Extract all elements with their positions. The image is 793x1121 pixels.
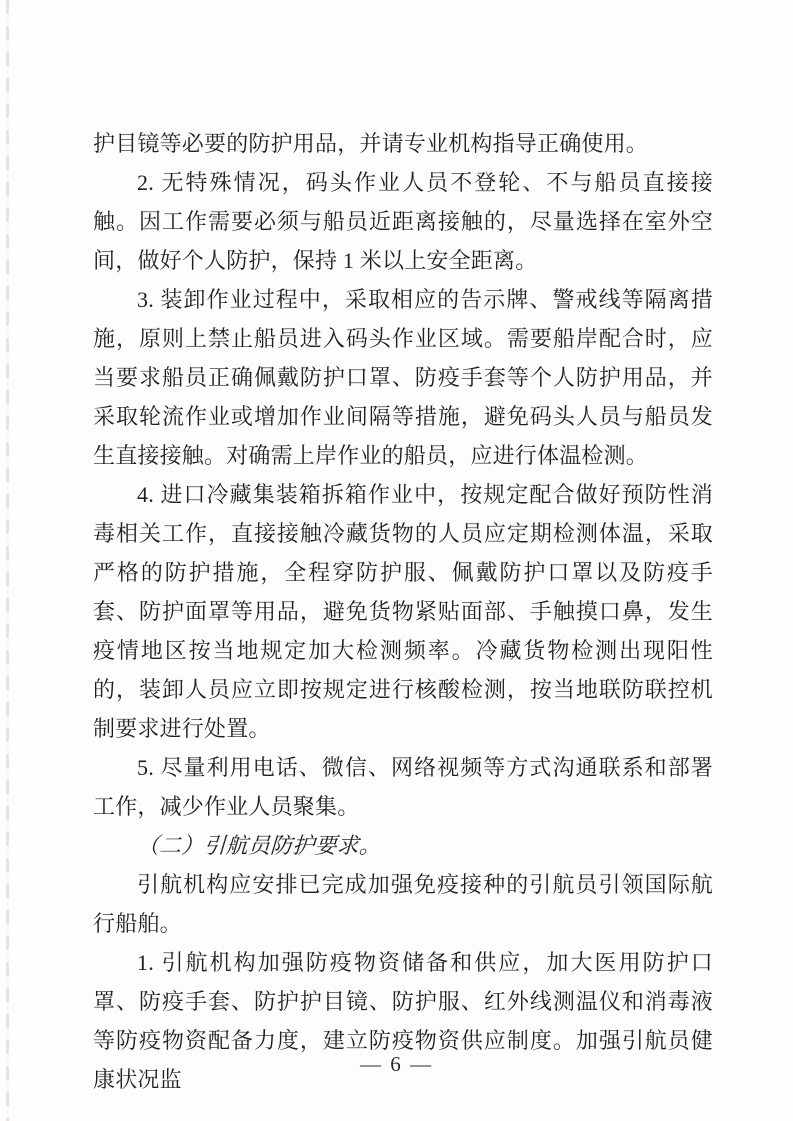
- page-number: — 6 —: [360, 1052, 433, 1076]
- document-body: [93, 124, 713, 1099]
- paragraph: 1. 引航机构加强防疫物资储备和供应，加大医用防护口罩、防疫手套、防护护目镜、防护服、红外线测温仪和消毒液等防疫物资配备力度，建立防疫物资供应制度。加强引航员健康状况监: [93, 950, 713, 1092]
- paragraph: 5. 尽量利用电话、微信、网络视频等方式沟通联系和部署工作，减少作业人员聚集。: [93, 755, 713, 819]
- scan-artifact-streak: [6, 0, 9, 1121]
- section-heading: （二）引航员防护要求。: [136, 833, 382, 858]
- paragraph: 引航机构应安排已完成加强免疫接种的引航员引领国际航行船舶。: [93, 872, 713, 936]
- paragraph: 4. 进口冷藏集装箱拆箱作业中，按规定配合做好预防性消毒相关工作，直接接触冷藏货物的人员应定期检测体温，采取严格的防护措施，全程穿防护服、佩戴防护口罩以及防疫手套、防护面罩等用品，避免货物紧贴面部、手触摸口鼻，发生疫情地区按当地规定加大检测频率。冷藏货物检测出现阳性的，装卸人员应立即按规定进行核酸检测，按当地联防联控机制要求进行处置。: [93, 482, 713, 741]
- paragraph: 3. 装卸作业过程中，采取相应的告示牌、警戒线等隔离措施，原则上禁止船员进入码头作业区域。需要船岸配合时，应当要求船员正确佩戴防护口罩、防疫手套等个人防护用品，并采取轮流作业或增加作业间隔等措施，避免码头人员与船员发生直接接触。对确需上岸作业的船员，应进行体温检测。: [93, 287, 713, 468]
- paragraph: 护目镜等必要的防护用品，并请专业机构指导正确使用。: [93, 131, 649, 156]
- paragraph: 2. 无特殊情况，码头作业人员不登轮、不与船员直接接触。因工作需要必须与船员近距离接触的，尽量选择在室外空间，做好个人防护，保持 1 米以上安全距离。: [93, 170, 713, 273]
